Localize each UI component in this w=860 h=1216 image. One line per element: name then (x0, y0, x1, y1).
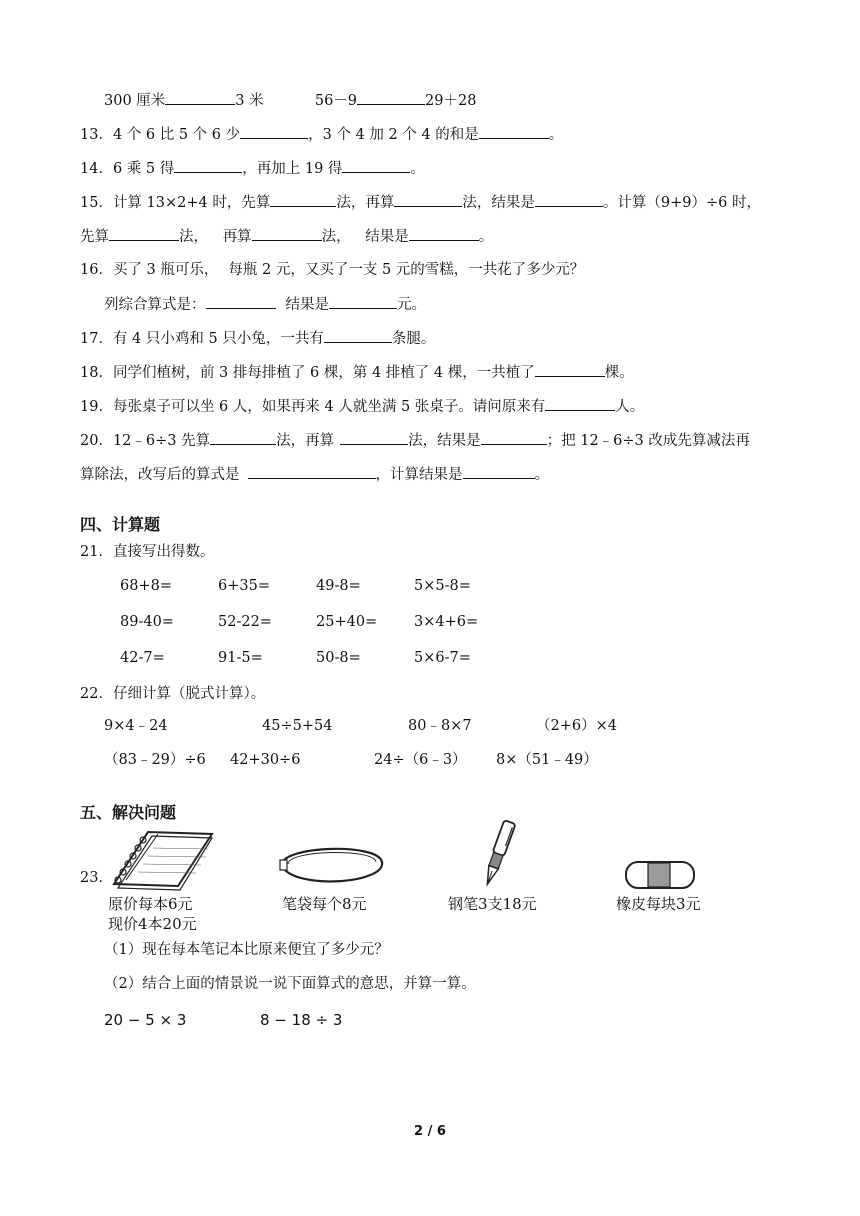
q20-line-2: 算除法，改写后的算式是 ，计算结果是 。 (80, 464, 549, 485)
answer-blank[interactable] (248, 464, 376, 479)
q13-line: 13．4 个 6 比 5 个 6 少 ，3 个 4 加 2 个 4 的和是 。 (80, 124, 563, 145)
answer-blank[interactable] (357, 90, 425, 105)
q23-expression: 8 − 18 ÷ 3 (260, 1011, 343, 1029)
q23-expression: 20 − 5 × 3 (104, 1011, 187, 1029)
q22-expression: 9×4﹣24 (104, 718, 168, 734)
q21-cell: 49-8= (316, 578, 361, 594)
answer-blank[interactable] (206, 294, 276, 309)
answer-blank[interactable] (174, 158, 242, 173)
q21-cell: 6+35= (218, 578, 270, 594)
q22-expression: 80﹣8×7 (408, 718, 472, 734)
answer-blank[interactable] (340, 430, 408, 445)
pencil-case-icon (274, 842, 386, 890)
q15-line-1: 15．计算 13×2+4 时，先算 法，再算 法，结果是 。计算（9+9）÷6 时， (80, 192, 761, 213)
q21-cell: 89-40= (120, 614, 174, 630)
answer-blank[interactable] (463, 464, 535, 479)
answer-blank[interactable] (409, 226, 479, 241)
q22-expression: 8×（51﹣49） (496, 752, 598, 768)
q16-line-1: 16．买了 3 瓶可乐， 每瓶 2 元，又买了一支 5 元的雪糕，一共花了多少元？ (80, 262, 585, 278)
q21-cell: 91-5= (218, 650, 263, 666)
q23-sub-question-1: （1）现在每本笔记本比原来便宜了多少元？ (104, 942, 389, 958)
q21-title: 21．直接写出得数。 (80, 544, 215, 560)
answer-blank[interactable] (165, 90, 235, 105)
q22-expression: 45÷5+54 (262, 718, 333, 734)
answer-blank[interactable] (240, 124, 308, 139)
eraser-price: 橡皮每块3元 (616, 895, 701, 913)
answer-blank[interactable] (545, 396, 615, 411)
q21-cell: 50-8= (316, 650, 361, 666)
q21-cell: 3×4+6= (414, 614, 479, 630)
q14-line: 14．6 乘 5 得 ，再加上 19 得 。 (80, 158, 425, 179)
answer-blank[interactable] (329, 294, 397, 309)
q21-cell: 25+40= (316, 614, 378, 630)
answer-blank[interactable] (394, 192, 462, 207)
q21-cell: 5×5-8= (414, 578, 471, 594)
answer-blank[interactable] (535, 362, 605, 377)
q23-sub-question-2: （2）结合上面的情景说一说下面算式的意思，并算一算。 (104, 976, 476, 992)
answer-blank[interactable] (479, 124, 549, 139)
q22-expression: 24÷（6﹣3） (374, 752, 467, 768)
q12-line: 300 厘米 3 米 56－9 29＋28 (104, 90, 476, 111)
q21-cell: 52-22= (218, 614, 272, 630)
page-number: 2 / 6 (414, 1124, 446, 1139)
notebook-price-original: 原价每本6元 (108, 895, 193, 913)
q22-expression: （2+6）×4 (536, 718, 617, 734)
section-heading-calc: 四、计算题 (80, 515, 161, 534)
pen-price: 钢笔3支18元 (448, 895, 537, 913)
answer-blank[interactable] (270, 192, 336, 207)
answer-blank[interactable] (481, 430, 547, 445)
q21-cell: 68+8= (120, 578, 172, 594)
q15-line-2: 先算 法， 再算 法， 结果是 。 (80, 226, 493, 247)
answer-blank[interactable] (535, 192, 603, 207)
q21-cell: 5×6-7= (414, 650, 471, 666)
eraser-icon (624, 860, 696, 890)
q21-cell: 42-7= (120, 650, 165, 666)
q22-title: 22．仔细计算（脱式计算）。 (80, 686, 266, 702)
answer-blank[interactable] (324, 328, 392, 343)
answer-blank[interactable] (109, 226, 179, 241)
answer-blank[interactable] (252, 226, 322, 241)
notebook-icon (104, 828, 214, 892)
fountain-pen-icon (478, 820, 518, 890)
q22-expression: （83﹣29）÷6 (104, 752, 206, 768)
answer-blank[interactable] (342, 158, 410, 173)
q18-line: 18．同学们植树，前 3 排每排植了 6 棵，第 4 排植了 4 棵，一共植了 棵。 (80, 362, 634, 383)
q17-line: 17．有 4 只小鸡和 5 只小兔，一共有 条腿。 (80, 328, 435, 349)
notebook-price-current: 现价4本20元 (108, 915, 197, 933)
q22-expression: 42+30÷6 (230, 752, 301, 768)
q16-line-2: 列综合算式是： 结果是 元。 (104, 294, 426, 315)
q20-line-1: 20．12﹣6÷3 先算 法，再算 法，结果是 ；把 12﹣6÷3 改成先算减法再 (80, 430, 750, 451)
q23-number: 23． (80, 870, 113, 886)
answer-blank[interactable] (210, 430, 276, 445)
section-heading-solve: 五、解决问题 (80, 803, 177, 822)
pencil-case-price: 笔袋每个8元 (282, 895, 367, 913)
q19-line: 19．每张桌子可以坐 6 人，如果再来 4 人就坐满 5 张桌子。请问原来有 人。 (80, 396, 644, 417)
